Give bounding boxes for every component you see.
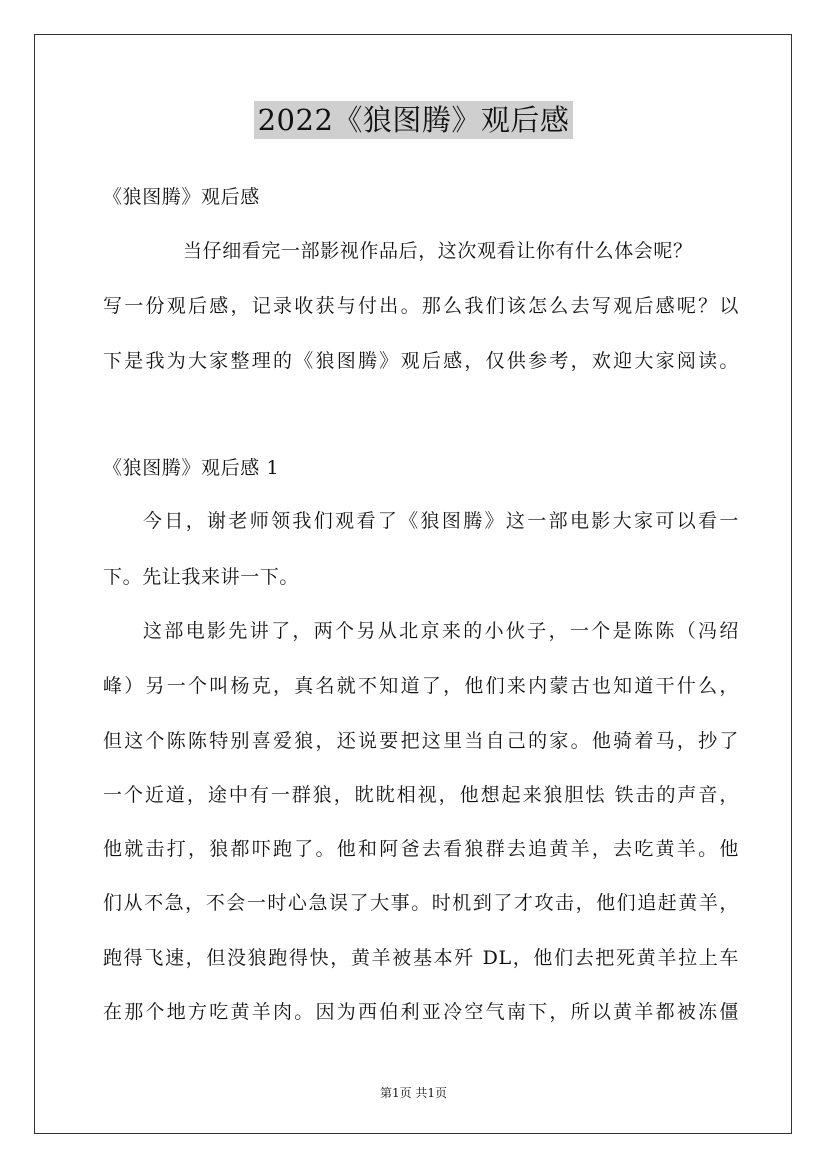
paragraph2-line-6: 们从不急，不会一时心急误了大事。时机到了才攻击，他们追赶黄羊， <box>103 892 739 914</box>
paragraph1-line-1: 今日，谢老师领我们观看了《狼图腾》这一部电影大家可以看一 <box>143 510 739 532</box>
section-heading: 《狼图腾》观后感 1 <box>103 457 280 479</box>
paragraph2-line-2: 峰）另一个叫杨克，真名就不知道了，他们来内蒙古也知道干什么， <box>103 675 739 697</box>
paragraph1-line-2: 下。先让我来讲一下。 <box>103 566 300 588</box>
paragraph2-line-5: 他就击打，狼都吓跑了。他和阿爸去看狼群去追黄羊，去吃黄羊。他 <box>103 838 739 860</box>
page-footer: 第1页 共1页 <box>379 1086 448 1100</box>
paragraph2-line-1: 这部电影先讲了，两个另从北京来的小伙子，一个是陈陈（冯绍 <box>143 620 739 642</box>
intro-line-3: 下是我为大家整理的《狼图腾》观后感，仅供参考，欢迎大家阅读。 <box>103 350 739 372</box>
paragraph2-line-4: 一个近道，途中有一群狼，眈眈相视，他想起来狼胆怯 铁击的声音， <box>103 784 739 806</box>
paragraph2-line-7: 跑得飞速，但没狼跑得快，黄羊被基本歼 DL，他们去把死黄羊拉上车 <box>103 947 739 969</box>
subtitle: 《狼图腾》观后感 <box>103 186 260 208</box>
document-title <box>0 98 827 139</box>
document-title-text: 2022《狼图腾》观后感 <box>254 101 574 139</box>
intro-line-1: 当仔细看完一部影视作品后，这次观看让你有什么体会呢？ <box>183 240 693 262</box>
intro-line-2: 写一份观后感，记录收获与付出。那么我们该怎么去写观后感呢？以 <box>103 295 739 317</box>
paragraph2-line-3: 但这个陈陈特别喜爱狼，还说要把这里当自己的家。他骑着马，抄了 <box>103 730 739 752</box>
paragraph2-line-8: 在那个地方吃黄羊肉。因为西伯利亚冷空气南下，所以黄羊都被冻僵 <box>103 1001 739 1023</box>
